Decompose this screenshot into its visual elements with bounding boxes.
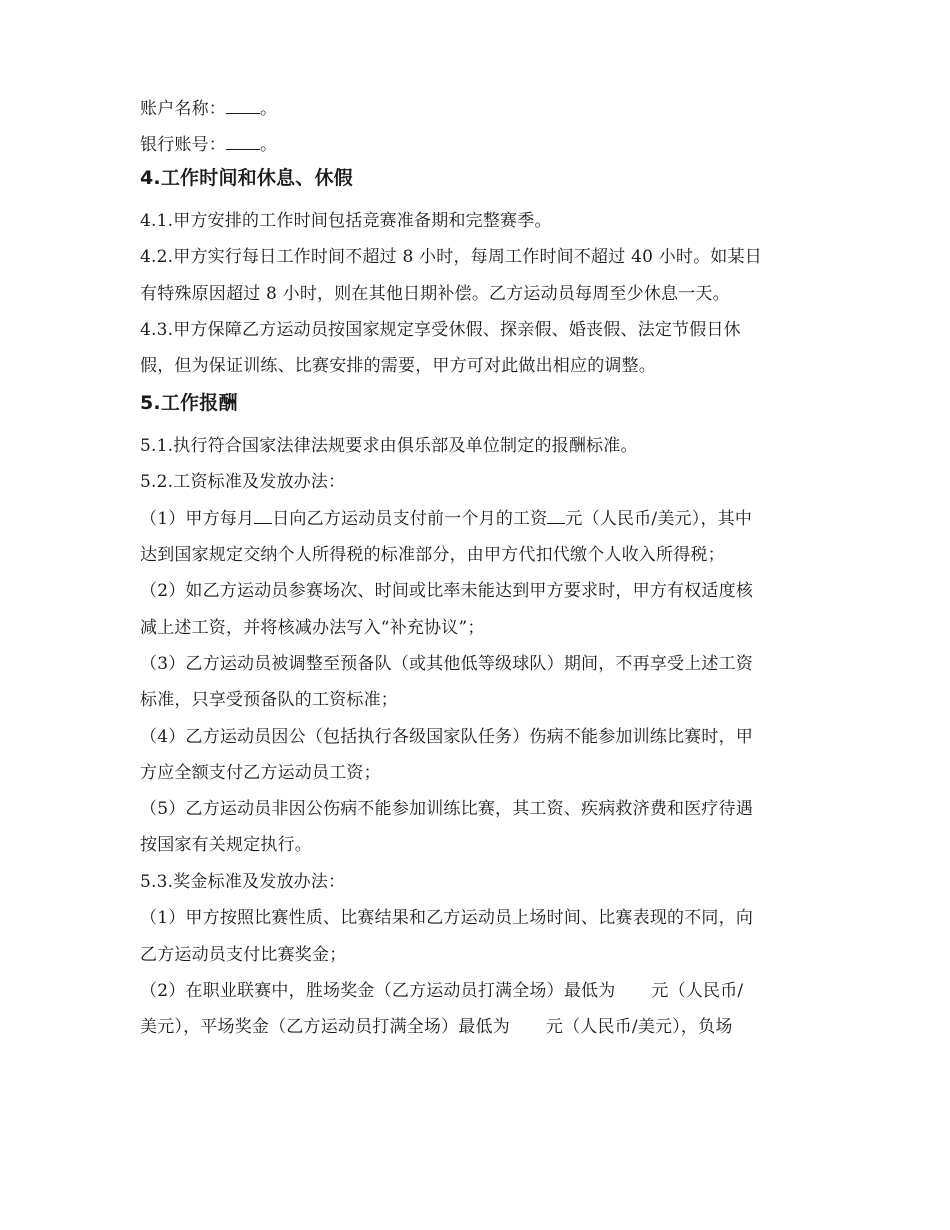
account-name-line — [140, 98, 812, 120]
section-heading-5: 5.工作报酬 — [140, 392, 238, 414]
paragraph: 5.1.执行符合国家法律法规要求由俱乐部及单位制定的报酬标准。 — [140, 436, 638, 456]
paragraph: 5.3.奖金标准及发放办法： — [140, 872, 346, 892]
bank-account-label: 银行账号： — [140, 135, 226, 155]
clause-line: 方应全额支付乙方运动员工资； — [140, 763, 381, 783]
text: 日向乙方运动员支付前一个月的工资 — [272, 509, 548, 529]
text: （2）在职业联赛中，胜场奖金（乙方运动员打满全场）最低为 — [140, 981, 616, 1001]
punct: 。 — [260, 99, 278, 119]
blank-field — [254, 509, 272, 524]
bank-account-line — [140, 134, 812, 156]
blank-field — [226, 99, 260, 114]
blank-field — [226, 135, 260, 150]
clause-line: （5）乙方运动员非因公伤病不能参加训练比赛，其工资、疾病救济费和医疗待遇 — [140, 799, 754, 819]
paragraph: 4.2.甲方实行每日工作时间不超过 8 小时，每周工作时间不超过 40 小时。如某日 — [140, 247, 762, 267]
clause-line: 标准，只享受预备队的工资标准； — [140, 690, 398, 710]
clause-line — [140, 980, 812, 1002]
clause-line: （1）甲方按照比赛性质、比赛结果和乙方运动员上场时间、比赛表现的不同，向 — [140, 908, 754, 928]
paragraph: 4.1.甲方安排的工作时间包括竞赛准备期和完整赛季。 — [140, 211, 552, 231]
paragraph: 5.2.工资标准及发放办法： — [140, 472, 346, 492]
text: 元（人民币/美元），负场 — [545, 1017, 733, 1037]
text: （1）甲方每月 — [140, 509, 255, 529]
clause-line: （4）乙方运动员因公（包括执行各级国家队任务）伤病不能参加训练比赛时，甲 — [140, 727, 754, 747]
clause-line — [140, 508, 812, 530]
blank-field — [547, 509, 565, 524]
clause-line: 达到国家规定交纳个人所得税的标准部分，由甲方代扣代缴个人收入所得税； — [140, 545, 725, 565]
clause-line: 乙方运动员支付比赛奖金； — [140, 945, 347, 965]
text: 元（人民币/ — [651, 981, 744, 1001]
account-name-label: 账户名称： — [140, 99, 226, 119]
text: 元（人民币/美元），其中 — [565, 509, 753, 529]
paragraph: 假，但为保证训练、比赛安排的需要，甲方可对此做出相应的调整。 — [140, 356, 656, 376]
clause-line — [140, 1016, 812, 1038]
text: 美元），平场奖金（乙方运动员打满全场）最低为 — [140, 1017, 510, 1037]
punct: 。 — [260, 135, 278, 155]
section-heading-4: 4.工作时间和休息、休假 — [140, 167, 353, 189]
clause-line: （2）如乙方运动员参赛场次、时间或比率未能达到甲方要求时，甲方有权适度核 — [140, 581, 754, 601]
clause-line: （3）乙方运动员被调整至预备队（或其他低等级球队）期间，不再享受上述工资 — [140, 654, 754, 674]
paragraph: 有特殊原因超过 8 小时，则在其他日期补偿。乙方运动员每周至少休息一天。 — [140, 284, 730, 304]
clause-line: 按国家有关规定执行。 — [140, 835, 312, 855]
clause-line: 减上述工资，并将核减办法写入“补充协议”； — [140, 618, 485, 638]
paragraph: 4.3.甲方保障乙方运动员按国家规定享受休假、探亲假、婚丧假、法定节假日休 — [140, 320, 741, 340]
